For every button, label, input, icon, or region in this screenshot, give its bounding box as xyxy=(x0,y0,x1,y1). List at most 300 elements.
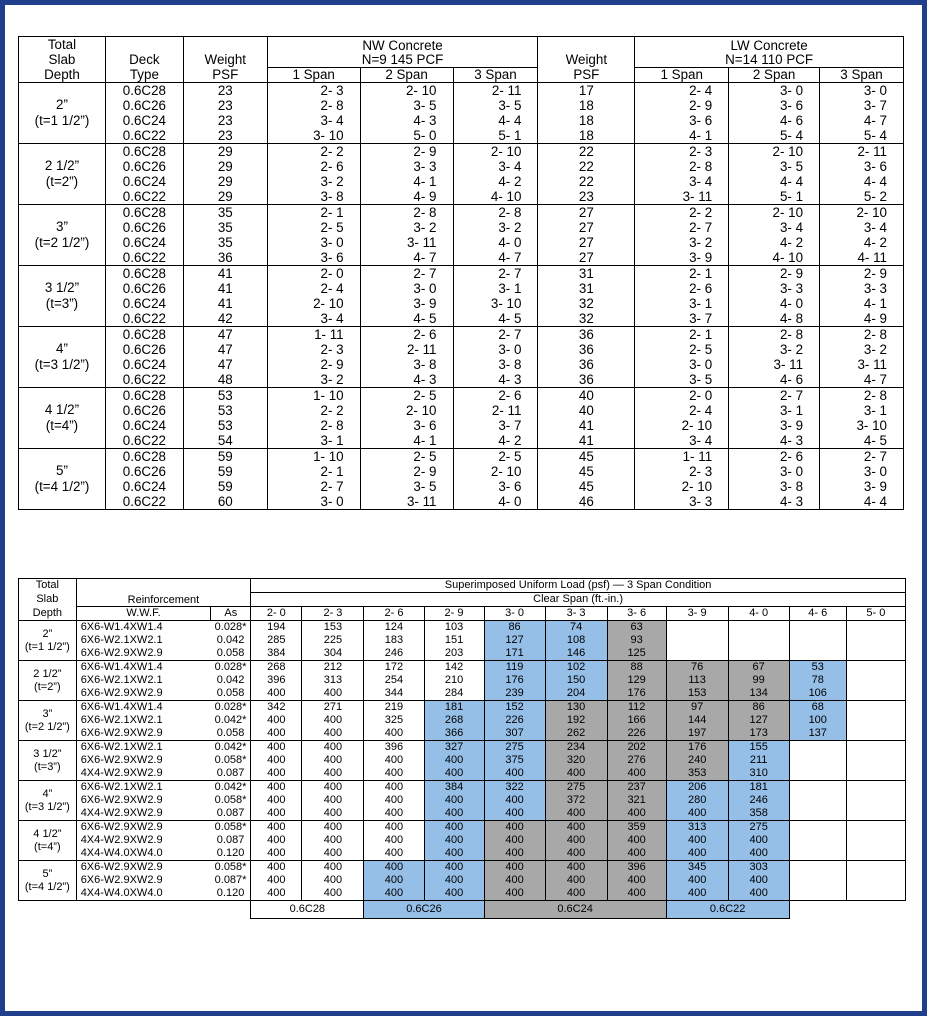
load-value: 400 xyxy=(251,874,302,887)
lw-weight: 27 xyxy=(538,220,635,235)
nw-2-span: 4- 9 xyxy=(360,189,453,205)
lw-2-span: 5- 1 xyxy=(729,189,820,205)
topping-thickness: (t=4 1/2”) xyxy=(24,880,70,893)
nw-2-span: 4- 1 xyxy=(360,433,453,449)
deck-type: 0.6C28 xyxy=(105,327,183,343)
load-value: 372 xyxy=(545,794,607,807)
nw-1-span: 2- 1 xyxy=(267,464,360,479)
load-value: 400 xyxy=(302,714,364,727)
table-row xyxy=(19,189,904,205)
nw-2-span: 2- 10 xyxy=(360,83,453,99)
lw-2-span: 5- 4 xyxy=(729,128,820,144)
load-value: 345 xyxy=(666,861,728,875)
lw-2-span: 2- 6 xyxy=(729,449,820,465)
load-value: 400 xyxy=(545,821,607,835)
deck-type: 0.6C26 xyxy=(105,159,183,174)
legend-deck-0-6c28: 0.6C28 xyxy=(251,901,364,919)
lw-2-span: 2- 8 xyxy=(729,327,820,343)
load-value: 108 xyxy=(545,634,607,647)
nw-weight: 35 xyxy=(183,205,267,221)
nw-3-span: 2- 6 xyxy=(453,388,538,404)
load-value: 280 xyxy=(666,794,728,807)
load-value xyxy=(846,687,905,701)
nw-3-span: 2- 10 xyxy=(453,464,538,479)
header-lw-2-span: 2 Span xyxy=(729,68,820,83)
deck-type: 0.6C26 xyxy=(105,342,183,357)
load-value: 400 xyxy=(364,821,424,835)
nw-weight: 53 xyxy=(183,388,267,404)
steel-area: 0.058* xyxy=(211,754,251,767)
lw-weight: 45 xyxy=(538,464,635,479)
load-value: 400 xyxy=(728,834,789,847)
legend-deck-0-6c24: 0.6C24 xyxy=(484,901,666,919)
nw-1-span: 2- 4 xyxy=(267,281,360,296)
header-span: 3- 9 xyxy=(666,607,728,621)
load-value: 99 xyxy=(728,674,789,687)
nw-weight: 53 xyxy=(183,403,267,418)
load-value: 400 xyxy=(364,807,424,821)
slab-depth: 3 1/2” xyxy=(44,279,80,295)
lw-weight: 22 xyxy=(538,144,635,160)
lw-weight: 36 xyxy=(538,357,635,372)
load-value: 210 xyxy=(424,674,484,687)
load-value: 202 xyxy=(607,741,666,755)
wwf-mesh: 6X6-W2.9XW2.9 xyxy=(76,861,211,875)
table-row xyxy=(19,83,904,99)
lw-1-span: 2- 4 xyxy=(635,403,729,418)
load-value xyxy=(846,807,905,821)
wwf-mesh: 6X6-W2.9XW2.9 xyxy=(76,647,211,661)
nw-1-span: 1- 10 xyxy=(267,449,360,465)
table-row xyxy=(19,887,906,901)
load-value: 400 xyxy=(607,874,666,887)
lw-3-span: 4- 1 xyxy=(820,296,904,311)
slab-depth-cell xyxy=(19,781,77,821)
nw-3-span: 3- 2 xyxy=(453,220,538,235)
load-value: 400 xyxy=(728,847,789,861)
load-value: 155 xyxy=(728,741,789,755)
table-row xyxy=(19,342,904,357)
steel-area: 0.058* xyxy=(211,794,251,807)
lw-1-span: 2- 10 xyxy=(635,418,729,433)
load-value: 400 xyxy=(364,767,424,781)
deck-legend-row xyxy=(19,901,906,919)
load-value: 400 xyxy=(302,741,364,755)
lw-3-span: 3- 2 xyxy=(820,342,904,357)
steel-area: 0.058 xyxy=(211,647,251,661)
load-value: 113 xyxy=(666,674,728,687)
load-value: 307 xyxy=(484,727,545,741)
lw-weight: 36 xyxy=(538,342,635,357)
lw-2-span: 3- 8 xyxy=(729,479,820,494)
nw-2-span: 2- 5 xyxy=(360,388,453,404)
lw-2-span: 2- 10 xyxy=(729,144,820,160)
nw-weight: 36 xyxy=(183,250,267,266)
steel-area: 0.042 xyxy=(211,634,251,647)
lw-weight: 18 xyxy=(538,128,635,144)
load-value: 53 xyxy=(789,661,846,675)
table-row xyxy=(19,388,904,404)
deck-type: 0.6C28 xyxy=(105,449,183,465)
lw-weight: 27 xyxy=(538,205,635,221)
nw-1-span: 2- 8 xyxy=(267,418,360,433)
load-value xyxy=(666,647,728,661)
lw-2-span: 4- 3 xyxy=(729,494,820,510)
deck-type: 0.6C26 xyxy=(105,281,183,296)
nw-1-span: 2- 7 xyxy=(267,479,360,494)
table-row xyxy=(19,661,906,675)
slab-depth: 2 1/2” xyxy=(44,157,80,173)
nw-weight: 59 xyxy=(183,479,267,494)
nw-1-span: 3- 0 xyxy=(267,494,360,510)
nw-3-span: 2- 7 xyxy=(453,266,538,282)
load-value: 219 xyxy=(364,701,424,715)
nw-3-span: 4- 2 xyxy=(453,174,538,189)
nw-3-span: 2- 10 xyxy=(453,144,538,160)
load-value: 153 xyxy=(666,687,728,701)
lw-3-span: 3- 11 xyxy=(820,357,904,372)
lw-weight: 22 xyxy=(538,174,635,189)
nw-1-span: 1- 10 xyxy=(267,388,360,404)
lw-3-span: 3- 0 xyxy=(820,83,904,99)
nw-3-span: 4- 0 xyxy=(453,235,538,250)
lw-1-span: 2- 7 xyxy=(635,220,729,235)
load-value xyxy=(789,807,846,821)
wwf-mesh: 4X4-W2.9XW2.9 xyxy=(76,767,211,781)
load-value: 137 xyxy=(789,727,846,741)
wwf-mesh: 6X6-W2.1XW2.1 xyxy=(76,714,211,727)
load-value: 246 xyxy=(728,794,789,807)
nw-3-span: 2- 5 xyxy=(453,449,538,465)
nw-weight: 29 xyxy=(183,189,267,205)
lw-2-span: 2- 10 xyxy=(729,205,820,221)
header-weight-nw: Weight PSF xyxy=(183,37,267,83)
load-value: 197 xyxy=(666,727,728,741)
load-value: 396 xyxy=(607,861,666,875)
nw-3-span: 4- 10 xyxy=(453,189,538,205)
load-value: 400 xyxy=(545,874,607,887)
deck-type: 0.6C24 xyxy=(105,174,183,189)
nw-2-span: 2- 9 xyxy=(360,144,453,160)
lw-2-span: 3- 1 xyxy=(729,403,820,418)
load-value xyxy=(846,727,905,741)
load-value: 400 xyxy=(251,821,302,835)
lw-1-span: 3- 3 xyxy=(635,494,729,510)
nw-2-span: 4- 1 xyxy=(360,174,453,189)
header-span: 5- 0 xyxy=(846,607,905,621)
header-clear-span: Clear Span (ft.-in.) xyxy=(251,593,906,607)
load-value: 400 xyxy=(484,821,545,835)
load-value: 320 xyxy=(545,754,607,767)
deck-type: 0.6C24 xyxy=(105,357,183,372)
load-value: 400 xyxy=(424,874,484,887)
nw-2-span: 5- 0 xyxy=(360,128,453,144)
load-value: 127 xyxy=(484,634,545,647)
steel-area: 0.058 xyxy=(211,727,251,741)
legend-spacer xyxy=(19,901,251,919)
load-value: 173 xyxy=(728,727,789,741)
load-value xyxy=(846,781,905,795)
nw-weight: 23 xyxy=(183,98,267,113)
load-value: 342 xyxy=(251,701,302,715)
lw-weight: 41 xyxy=(538,433,635,449)
nw-2-span: 4- 3 xyxy=(360,113,453,128)
wwf-mesh: 4X4-W2.9XW2.9 xyxy=(76,834,211,847)
table-row xyxy=(19,464,904,479)
table-row xyxy=(19,714,906,727)
load-value: 400 xyxy=(364,874,424,887)
table-row xyxy=(19,250,904,266)
load-value: 400 xyxy=(364,834,424,847)
nw-2-span: 3- 3 xyxy=(360,159,453,174)
lw-weight: 46 xyxy=(538,494,635,510)
deck-type: 0.6C28 xyxy=(105,144,183,160)
load-value: 400 xyxy=(251,687,302,701)
lw-2-span: 4- 6 xyxy=(729,113,820,128)
nw-1-span: 2- 3 xyxy=(267,83,360,99)
lw-1-span: 3- 1 xyxy=(635,296,729,311)
load-value: 400 xyxy=(251,714,302,727)
load-value xyxy=(846,661,905,675)
slab-depth-cell xyxy=(19,661,77,701)
lw-1-span: 2- 2 xyxy=(635,205,729,221)
wwf-mesh: 6X6-W1.4XW1.4 xyxy=(76,621,211,635)
wwf-mesh: 6X6-W2.9XW2.9 xyxy=(76,687,211,701)
topping-thickness: (t=2”) xyxy=(34,680,61,693)
load-value: 303 xyxy=(728,861,789,875)
lw-2-span: 4- 4 xyxy=(729,174,820,189)
load-value: 106 xyxy=(789,687,846,701)
header-slab: Slab xyxy=(19,593,77,607)
lw-2-span: 3- 3 xyxy=(729,281,820,296)
nw-1-span: 2- 9 xyxy=(267,357,360,372)
nw-weight: 53 xyxy=(183,418,267,433)
lw-3-span: 3- 0 xyxy=(820,464,904,479)
table-row xyxy=(19,874,906,887)
load-value: 194 xyxy=(251,621,302,635)
load-value xyxy=(728,621,789,635)
load-value: 181 xyxy=(424,701,484,715)
load-value xyxy=(846,634,905,647)
table-row xyxy=(19,235,904,250)
lw-1-span: 2- 4 xyxy=(635,83,729,99)
load-value xyxy=(789,781,846,795)
load-value: 400 xyxy=(666,834,728,847)
lw-1-span: 3- 4 xyxy=(635,174,729,189)
load-value: 400 xyxy=(302,807,364,821)
load-value: 130 xyxy=(545,701,607,715)
load-value: 400 xyxy=(545,887,607,901)
header-span: 2- 6 xyxy=(364,607,424,621)
lw-3-span: 4- 2 xyxy=(820,235,904,250)
lw-1-span: 2- 10 xyxy=(635,479,729,494)
lw-3-span: 4- 5 xyxy=(820,433,904,449)
nw-3-span: 4- 2 xyxy=(453,433,538,449)
lw-2-span: 3- 9 xyxy=(729,418,820,433)
load-value: 313 xyxy=(302,674,364,687)
table-row xyxy=(19,266,904,282)
load-value xyxy=(846,741,905,755)
header-total-slab-depth: Total Slab Depth xyxy=(19,37,106,83)
nw-weight: 47 xyxy=(183,357,267,372)
nw-2-span: 3- 0 xyxy=(360,281,453,296)
load-value xyxy=(846,701,905,715)
load-value: 86 xyxy=(728,701,789,715)
nw-3-span: 3- 6 xyxy=(453,479,538,494)
header-nw-2-span: 2 Span xyxy=(360,68,453,83)
load-value: 400 xyxy=(251,834,302,847)
load-value xyxy=(846,754,905,767)
steel-area: 0.087 xyxy=(211,767,251,781)
load-value: 262 xyxy=(545,727,607,741)
load-value: 400 xyxy=(302,887,364,901)
load-value: 400 xyxy=(484,767,545,781)
header-lw-1-span: 1 Span xyxy=(635,68,729,83)
load-value: 313 xyxy=(666,821,728,835)
load-value: 119 xyxy=(484,661,545,675)
lw-1-span: 3- 0 xyxy=(635,357,729,372)
steel-area: 0.087 xyxy=(211,834,251,847)
slab-depth: 2” xyxy=(56,96,68,112)
nw-1-span: 2- 3 xyxy=(267,342,360,357)
header-span: 3- 6 xyxy=(607,607,666,621)
header-lw-3-span: 3 Span xyxy=(820,68,904,83)
steel-area: 0.028* xyxy=(211,661,251,675)
table-row xyxy=(19,144,904,160)
table-row xyxy=(19,781,906,795)
load-value: 176 xyxy=(607,687,666,701)
header-lw-density: N=14 110 PCF xyxy=(635,53,904,67)
load-value: 176 xyxy=(666,741,728,755)
lw-3-span: 5- 4 xyxy=(820,128,904,144)
lw-1-span: 3- 5 xyxy=(635,372,729,388)
load-value: 240 xyxy=(666,754,728,767)
deck-type: 0.6C24 xyxy=(105,418,183,433)
deck-type: 0.6C22 xyxy=(105,372,183,388)
load-value: 400 xyxy=(251,861,302,875)
load-value xyxy=(789,794,846,807)
table-row xyxy=(19,418,904,433)
load-value: 152 xyxy=(484,701,545,715)
table-row xyxy=(19,847,906,861)
load-value: 400 xyxy=(545,861,607,875)
load-value: 400 xyxy=(607,807,666,821)
header-as: As xyxy=(211,607,251,621)
header-span: 2- 0 xyxy=(251,607,302,621)
legend-spacer xyxy=(789,901,905,919)
wwf-mesh: 6X6-W2.9XW2.9 xyxy=(76,874,211,887)
load-value: 144 xyxy=(666,714,728,727)
load-value xyxy=(846,714,905,727)
nw-1-span: 3- 2 xyxy=(267,372,360,388)
header-span: 4- 0 xyxy=(728,607,789,621)
lw-3-span: 2- 10 xyxy=(820,205,904,221)
lw-weight: 40 xyxy=(538,388,635,404)
lw-3-span: 3- 4 xyxy=(820,220,904,235)
wwf-mesh: 6X6-W2.9XW2.9 xyxy=(76,821,211,835)
nw-1-span: 3- 4 xyxy=(267,311,360,327)
lw-1-span: 3- 4 xyxy=(635,433,729,449)
lw-3-span: 2- 11 xyxy=(820,144,904,160)
deck-type: 0.6C22 xyxy=(105,128,183,144)
nw-1-span: 1- 11 xyxy=(267,327,360,343)
lw-weight: 36 xyxy=(538,327,635,343)
topping-thickness: (t=3”) xyxy=(34,760,61,773)
load-value: 400 xyxy=(251,767,302,781)
header-span: 2- 9 xyxy=(424,607,484,621)
load-value xyxy=(789,634,846,647)
nw-3-span: 4- 5 xyxy=(453,311,538,327)
topping-thickness: (t=3 1/2”) xyxy=(24,800,70,813)
load-value: 88 xyxy=(607,661,666,675)
slab-depth: 3” xyxy=(56,218,68,234)
lw-2-span: 3- 0 xyxy=(729,83,820,99)
load-value: 400 xyxy=(302,847,364,861)
nw-weight: 29 xyxy=(183,174,267,189)
lw-weight: 41 xyxy=(538,418,635,433)
nw-2-span: 3- 8 xyxy=(360,357,453,372)
table-row xyxy=(19,647,906,661)
nw-1-span: 2- 8 xyxy=(267,98,360,113)
load-value: 400 xyxy=(545,767,607,781)
nw-2-span: 3- 11 xyxy=(360,235,453,250)
load-value xyxy=(789,834,846,847)
load-value: 400 xyxy=(484,807,545,821)
header-wwf: W.W.F. xyxy=(76,607,211,621)
lw-3-span: 4- 4 xyxy=(820,494,904,510)
load-value: 400 xyxy=(251,727,302,741)
header-nw-concrete: NW Concrete xyxy=(267,37,538,54)
load-value: 400 xyxy=(484,834,545,847)
lw-weight: 17 xyxy=(538,83,635,99)
steel-area: 0.087* xyxy=(211,874,251,887)
deck-type: 0.6C28 xyxy=(105,266,183,282)
load-value: 400 xyxy=(364,847,424,861)
load-value xyxy=(789,767,846,781)
nw-weight: 41 xyxy=(183,266,267,282)
load-value: 204 xyxy=(545,687,607,701)
nw-2-span: 4- 7 xyxy=(360,250,453,266)
load-value: 400 xyxy=(364,727,424,741)
table-row xyxy=(19,754,906,767)
legend-deck-0-6c22: 0.6C22 xyxy=(666,901,789,919)
header-weight-lw: Weight PSF xyxy=(538,37,635,83)
lw-2-span: 2- 9 xyxy=(729,266,820,282)
nw-weight: 41 xyxy=(183,296,267,311)
load-value: 396 xyxy=(251,674,302,687)
load-value: 151 xyxy=(424,634,484,647)
load-value: 100 xyxy=(789,714,846,727)
nw-3-span: 3- 0 xyxy=(453,342,538,357)
load-value: 400 xyxy=(302,754,364,767)
load-value: 271 xyxy=(302,701,364,715)
load-value: 400 xyxy=(364,754,424,767)
lw-2-span: 4- 3 xyxy=(729,433,820,449)
slab-depth-cell xyxy=(19,83,106,144)
load-value: 400 xyxy=(251,754,302,767)
wwf-mesh: 6X6-W2.1XW2.1 xyxy=(76,741,211,755)
load-value: 226 xyxy=(607,727,666,741)
header-lw-concrete: LW Concrete xyxy=(635,37,904,54)
load-value: 211 xyxy=(728,754,789,767)
table-row xyxy=(19,98,904,113)
lw-3-span: 4- 9 xyxy=(820,311,904,327)
table-row xyxy=(19,205,904,221)
nw-2-span: 2- 11 xyxy=(360,342,453,357)
wwf-mesh: 6X6-W2.1XW2.1 xyxy=(76,634,211,647)
load-value xyxy=(789,861,846,875)
slab-depth-cell xyxy=(19,205,106,266)
